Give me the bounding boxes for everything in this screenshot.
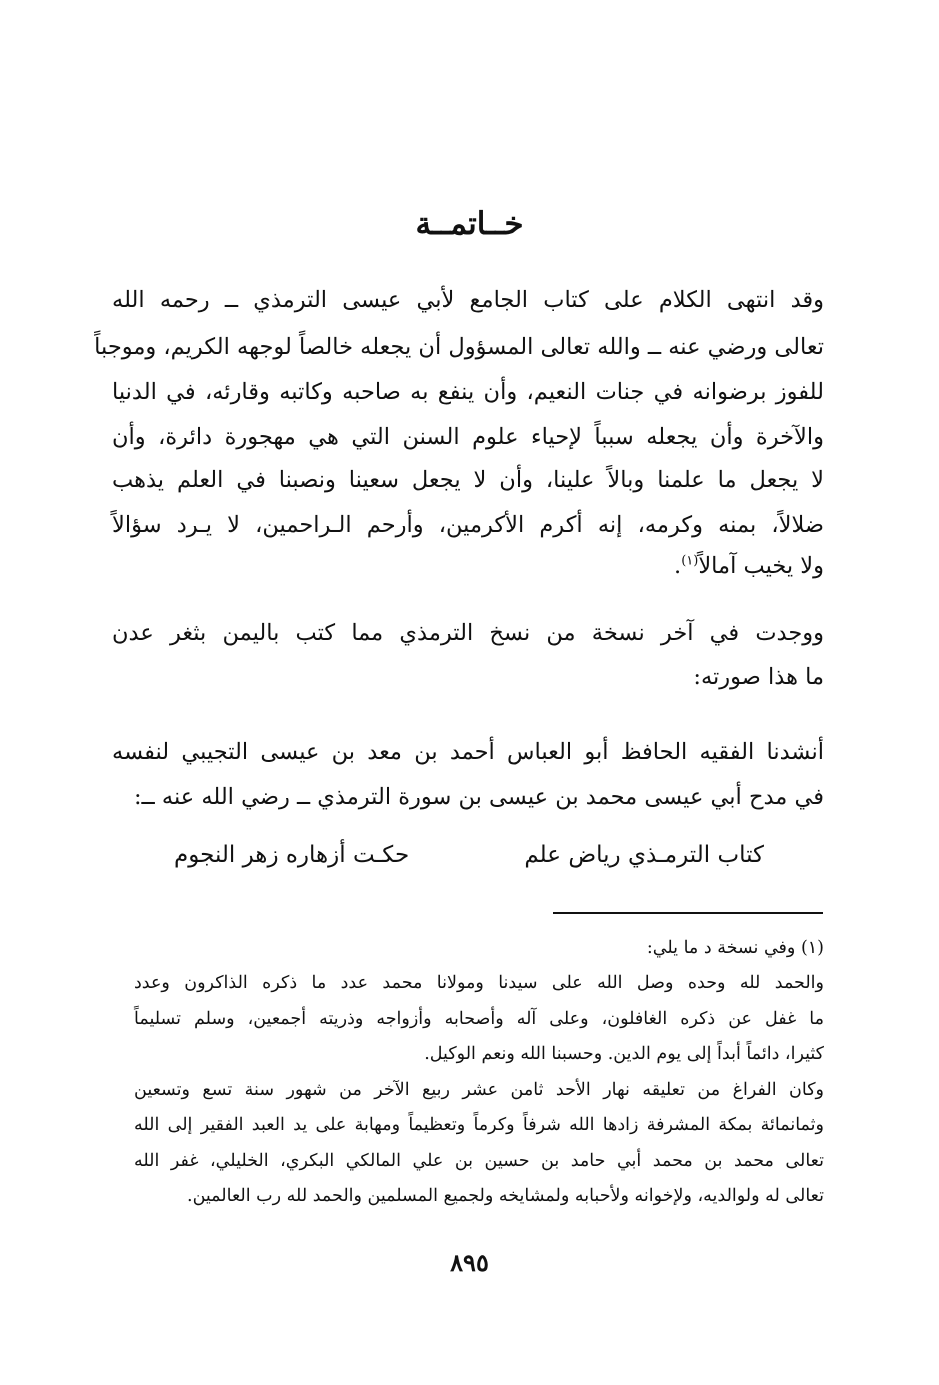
page-number: ٨٩٥ bbox=[450, 1248, 489, 1277]
footnote-reference: (١) bbox=[681, 553, 699, 569]
body-line: ضلالاً، بمنه وكرمه، إنه أكرم الأكرمين، وأرحم الـراحمين، لا يـرد سؤالاً bbox=[112, 512, 824, 538]
footnote-line: وكان الفراغ من تعليقه نهار الأحد ثامن عشر ربيع الآخر من شهور سنة تسع وتسعين bbox=[134, 1080, 824, 1100]
footnote-line: تعالى محمد بن محمد أبي حامد بن حسين بن علي المالكي البكري، الخليلي، غفر الله bbox=[134, 1151, 824, 1171]
footnote-marker: (١) bbox=[800, 938, 824, 958]
footnote-heading bbox=[124, 938, 824, 959]
poem-verse bbox=[174, 842, 764, 868]
footnote-line: والحمد لله وحده وصل الله على سيدنا ومولانا محمد عدد ما ذكره الذاكرون وعدد bbox=[134, 973, 824, 993]
footnote-intro: وفي نسخة د ما يلي: bbox=[646, 938, 796, 958]
body-line bbox=[112, 553, 824, 580]
sentence-end: . bbox=[674, 553, 682, 579]
footnote-line: وثمانمائة بمكة المشرفة زادها الله شرفاً وكرماً وتعظيماً ومهابة على يد العبد الفقير إلى الله bbox=[134, 1115, 824, 1135]
body-line: للفوز برضوانه في جنات النعيم، وأن ينفع به صاحبه وكاتبه وقارئه، في الدنيا bbox=[112, 379, 824, 405]
body-line-text: ولا يخيب آمالاً bbox=[698, 553, 824, 579]
footnote-line: ما غفل عن ذكره الغافلون، وعلى آله وأصحابه وأزواجه وذريته أجمعين، وسلم تسليماً bbox=[134, 1009, 824, 1029]
page-title: خــاتمــة bbox=[415, 206, 524, 242]
body-line: والآخرة وأن يجعله سبباً لإحياء علوم السنن التي هي مهجورة دائرة، وأن bbox=[112, 424, 824, 450]
body-line: أنشدنا الفقيه الحافظ أبو العباس أحمد بن معد بن عيسى التجيبي لنفسه bbox=[112, 739, 824, 765]
body-line: ووجدت في آخر نسخة من نسخ الترمذي مما كتب باليمن بثغر عدن bbox=[112, 620, 824, 646]
body-line: لا يجعل ما علمنا وبالاً علينا، وأن لا يجعل سعينا ونصبنا في العلم يذهب bbox=[112, 467, 824, 493]
verse-first-hemistich: كتاب الترمـذي رياض علم bbox=[524, 842, 764, 868]
body-line: تعالى ورضي عنه ــ والله تعالى المسؤول أن يجعله خالصاً لوجهه الكريم، وموجباً bbox=[94, 334, 824, 360]
footnote-line: كثيرا، دائماً أبداً إلى يوم الدين. وحسبنا الله ونعم الوكيل. bbox=[424, 1044, 824, 1064]
verse-second-hemistich: حكـت أزهاره زهر النجوم bbox=[174, 842, 410, 868]
footnote-line: تعالى له ولوالديه، ولإخوانه ولأحبابه ولمشايخه ولجميع المسلمين والحمد لله رب العالمين. bbox=[187, 1186, 824, 1206]
body-line: وقد انتهى الكلام على كتاب الجامع لأبي عيسى الترمذي ــ رحمه الله bbox=[112, 287, 824, 313]
body-line: ما هذا صورته: bbox=[693, 664, 824, 690]
footnote-separator bbox=[553, 912, 823, 914]
body-line: في مدح أبي عيسى محمد بن عيسى بن سورة الترمذي ــ رضي الله عنه ــ: bbox=[133, 784, 824, 810]
